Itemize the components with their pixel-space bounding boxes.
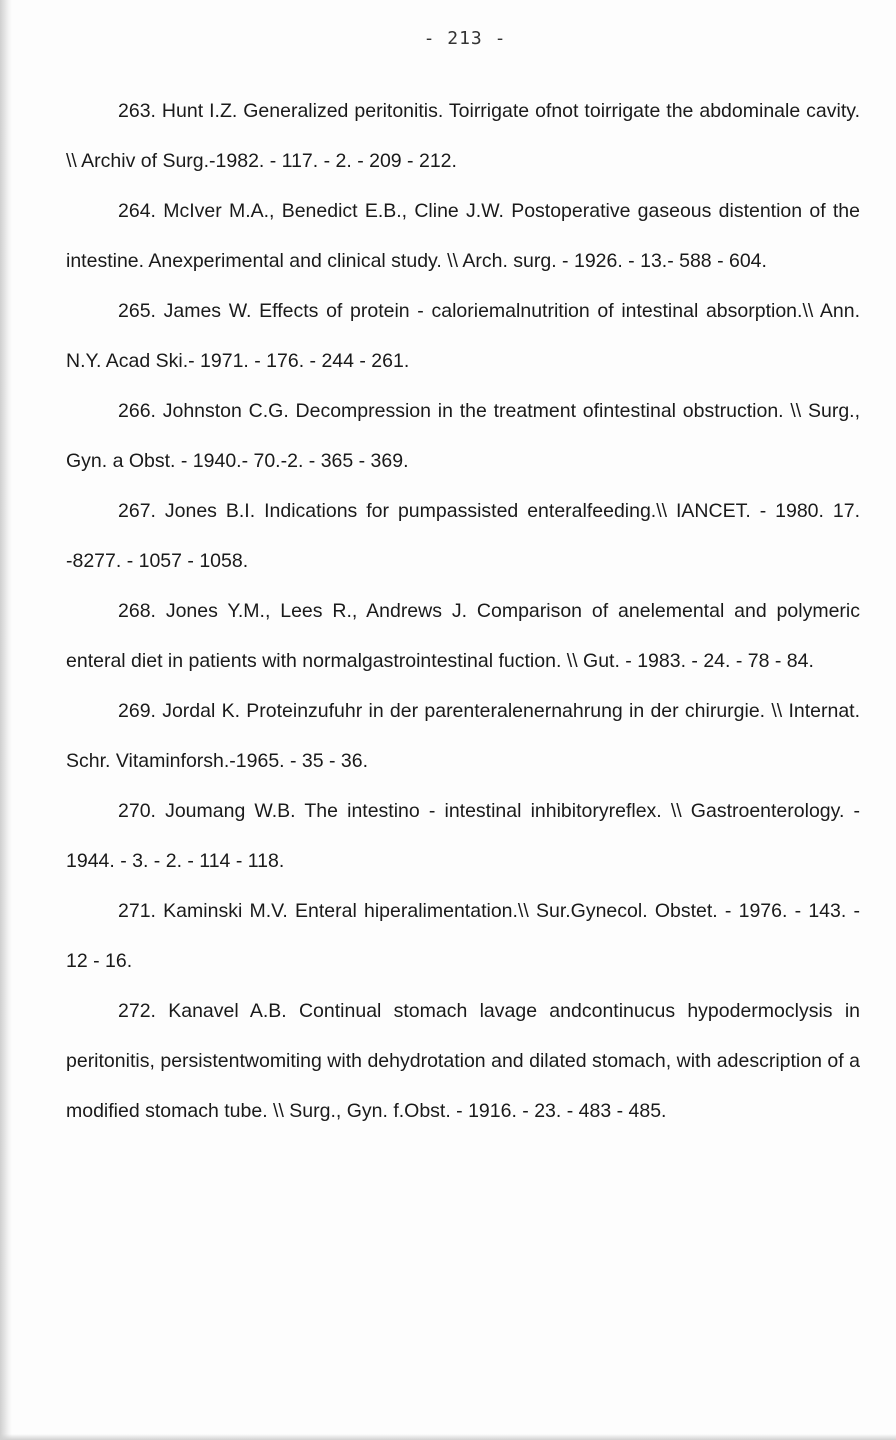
reference-item: 270. Joumang W.B. The intestino - intestinal inhibitoryreflex. \\ Gastroenterology. - 1944. - 3. - 2. - 114 - 118.: [66, 800, 860, 872]
reference-item: 267. Jones B.I. Indications for pumpassisted enteralfeeding.\\ IANCET. - 1980. 17. -8277. - 1057 - 1058.: [66, 500, 860, 572]
reference-item: 263. Hunt I.Z. Generalized peritonitis. Toirrigate ofnot toirrigate the abdominale cavity. \\ Archiv of Surg.-1982. - 117. - 2. - 209 - 212.: [66, 100, 860, 172]
reference-item: 272. Kanavel A.B. Continual stomach lavage andcontinucus hypodermoclysis in peritonitis, persistentwomiting with dehydrotation and dilated stomach, with adescription of a modified stomach tube. \\ Surg., Gyn. f.Obst. - 1916. - 23. - 483 - 485.: [66, 1000, 860, 1122]
reference-list: [66, 86, 860, 1136]
reference-item: 266. Johnston C.G. Decompression in the treatment ofintestinal obstruction. \\ Surg., Gyn. a Obst. - 1940.- 70.-2. - 365 - 369.: [66, 400, 860, 472]
reference-item: 265. James W. Effects of protein - caloriemalnutrition of intestinal absorption.\\ Ann. N.Y. Acad Ski.- 1971. - 176. - 244 - 261.: [66, 300, 860, 372]
reference-item: 271. Kaminski M.V. Enteral hiperalimentation.\\ Sur.Gynecol. Obstet. - 1976. - 143. - 12 - 16.: [66, 900, 860, 972]
reference-item: 264. McIver M.A., Benedict E.B., Cline J.W. Postoperative gaseous distention of the intestine. Anexperimental and clinical study. \\ Arch. surg. - 1926. - 13.- 588 - 604.: [66, 200, 860, 272]
scan-shadow-bottom: [0, 1434, 896, 1440]
reference-item: 269. Jordal K. Proteinzufuhr in der parenteralenernahrung in der chirurgie. \\ Internat. Schr. Vitaminforsh.-1965. - 35 - 36.: [66, 700, 860, 772]
scan-shadow-left: [0, 0, 12, 1440]
reference-item: 268. Jones Y.M., Lees R., Andrews J. Comparison of anelemental and polymeric enteral diet in patients with normalgastrointestinal fuction. \\ Gut. - 1983. - 24. - 78 - 84.: [66, 600, 860, 672]
page-number: - 213 -: [423, 28, 507, 49]
